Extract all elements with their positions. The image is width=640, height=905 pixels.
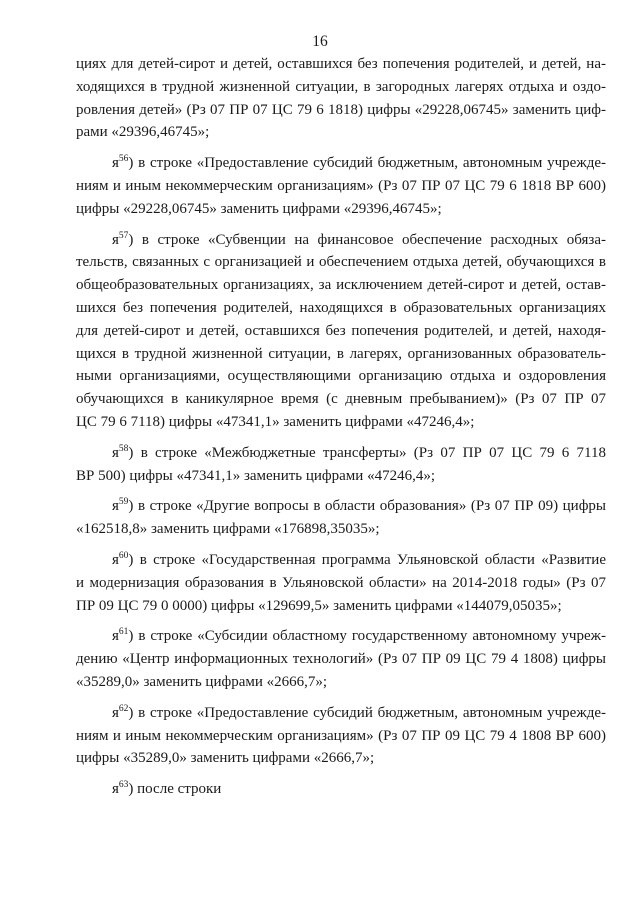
line-text: общеобразовательных организациях, за исключением детей-сирот и детей, остав- bbox=[76, 277, 606, 294]
line-text: «35289,0» заменить цифрами «2666,7»; bbox=[76, 673, 328, 690]
paragraph bbox=[76, 625, 606, 693]
line-text: ) в строке «Другие вопросы в области образования» (Рз 07 ПР 09) цифры bbox=[128, 498, 606, 515]
line-text: ЦС 79 6 7118) цифры «47341,1» заменить цифрами «47246,4»; bbox=[76, 413, 475, 430]
text-line bbox=[76, 152, 606, 175]
line-text: и модернизация образования в Ульяновской области» на 2014-2018 годы» (Рз 07 bbox=[76, 574, 606, 591]
paragraph bbox=[76, 229, 606, 434]
paragraph-gap bbox=[76, 617, 606, 625]
item-superscript: 63 bbox=[118, 780, 129, 791]
text-line bbox=[76, 320, 606, 343]
item-superscript: 57 bbox=[118, 230, 129, 241]
line-text: для детей-сирот и детей, оставшихся без попечения родителей, и детей, находя- bbox=[76, 322, 606, 339]
text-line bbox=[76, 76, 606, 99]
text-line bbox=[76, 747, 606, 770]
line-text: обучающихся в каникулярное время (с дневным пребыванием)» (Рз 07 ПР 07 bbox=[76, 391, 606, 408]
text-line bbox=[76, 572, 606, 595]
paragraph bbox=[76, 778, 606, 801]
line-text: ПР 09 ЦС 79 0 0000) цифры «129699,5» заменить цифрами «144079,05035»; bbox=[76, 597, 562, 614]
item-superscript: 56 bbox=[118, 154, 129, 165]
line-text: ниям и иным некоммерческим организациям» (Рз 07 ПР 07 ЦС 79 6 1818 ВР 600) bbox=[76, 177, 606, 194]
item-superscript: 60 bbox=[118, 550, 129, 561]
line-text: тельств, связанных с организацией и обеспечением отдыха детей, обучающихся в bbox=[76, 254, 606, 271]
line-text: ) в строке «Государственная программа Ульяновской области «Развитие bbox=[128, 551, 606, 568]
item-letter: я bbox=[112, 628, 119, 645]
paragraph bbox=[76, 442, 606, 488]
item-letter: я bbox=[112, 444, 119, 461]
item-letter: я bbox=[112, 551, 119, 568]
text-line bbox=[76, 778, 606, 801]
paragraph-gap bbox=[76, 434, 606, 442]
line-text: шихся без попечения родителей, находящихся в образовательных организациях bbox=[76, 299, 606, 316]
line-text: ) в строке «Предоставление субсидий бюджетным, автономным учрежде- bbox=[128, 704, 606, 721]
paragraph-gap bbox=[76, 541, 606, 549]
paragraph bbox=[76, 549, 606, 617]
line-text: ) в строке «Межбюджетные трансферты» (Рз 07 ПР 07 ЦС 79 6 7118 bbox=[128, 444, 606, 461]
text-line bbox=[76, 702, 606, 725]
text-line bbox=[76, 99, 606, 122]
text-line bbox=[76, 671, 606, 694]
text-line bbox=[76, 388, 606, 411]
text-line bbox=[76, 274, 606, 297]
paragraph bbox=[76, 495, 606, 541]
text-line bbox=[76, 465, 606, 488]
text-line bbox=[76, 229, 606, 252]
item-letter: я bbox=[112, 231, 119, 248]
item-letter: я bbox=[112, 704, 119, 721]
item-letter: я bbox=[112, 781, 119, 798]
text-line bbox=[76, 175, 606, 198]
paragraph-gap bbox=[76, 770, 606, 778]
item-superscript: 58 bbox=[118, 443, 129, 454]
text-line bbox=[76, 343, 606, 366]
text-line bbox=[76, 198, 606, 221]
paragraph bbox=[76, 53, 606, 144]
paragraph bbox=[76, 702, 606, 770]
text-line bbox=[76, 411, 606, 434]
item-letter: я bbox=[112, 498, 119, 515]
line-text: ВР 500) цифры «47341,1» заменить цифрами «47246,4»; bbox=[76, 467, 435, 484]
line-text: цифры «29228,06745» заменить цифрами «29396,46745»; bbox=[76, 200, 442, 217]
line-text: ровления детей» (Рз 07 ПР 07 ЦС 79 6 1818) цифры «29228,06745» заменить циф- bbox=[76, 101, 606, 118]
text-line bbox=[76, 297, 606, 320]
item-superscript: 61 bbox=[118, 627, 129, 638]
text-line bbox=[76, 595, 606, 618]
item-superscript: 62 bbox=[118, 703, 129, 714]
text-line bbox=[76, 625, 606, 648]
text-line bbox=[76, 495, 606, 518]
text-line bbox=[76, 648, 606, 671]
text-line bbox=[76, 518, 606, 541]
line-text: ) в строке «Предоставление субсидий бюджетным, автономным учрежде- bbox=[128, 155, 606, 172]
text-line bbox=[76, 121, 606, 144]
line-text: ными организациями, осуществляющими организацию отдыха и оздоровления bbox=[76, 368, 606, 385]
page-number: 16 bbox=[312, 33, 328, 50]
line-text: рами «29396,46745»; bbox=[76, 124, 210, 141]
item-superscript: 59 bbox=[118, 497, 129, 508]
line-text: ходящихся в трудной жизненной ситуации, в загородных лагерях отдыха и оздо- bbox=[76, 78, 606, 95]
line-text: циях для детей-сирот и детей, оставшихся без попечения родителей, и детей, на- bbox=[76, 56, 606, 72]
line-text: ) после строки bbox=[128, 781, 222, 798]
text-line bbox=[76, 725, 606, 748]
document-body bbox=[76, 53, 606, 801]
text-line bbox=[76, 53, 606, 76]
line-text: «162518,8» заменить цифрами «176898,35035»; bbox=[76, 521, 380, 538]
paragraph-gap bbox=[76, 487, 606, 495]
paragraph-gap bbox=[76, 221, 606, 229]
line-text: цифры «35289,0» заменить цифрами «2666,7»; bbox=[76, 750, 375, 767]
line-text: дению «Центр информационных технологий» (Рз 07 ПР 09 ЦС 79 4 1808) цифры bbox=[76, 651, 606, 668]
paragraph bbox=[76, 152, 606, 220]
item-letter: я bbox=[112, 155, 119, 172]
text-line bbox=[76, 549, 606, 572]
line-text: ниям и иным некоммерческим организациям» (Рз 07 ПР 09 ЦС 79 4 1808 ВР 600) bbox=[76, 727, 606, 744]
line-text: щихся в трудной жизненной ситуации, в лагерях, организованных образователь- bbox=[76, 345, 606, 362]
text-line bbox=[76, 365, 606, 388]
line-text: ) в строке «Субсидии областному государственному автономному учреж- bbox=[128, 628, 606, 645]
text-line bbox=[76, 251, 606, 274]
text-line bbox=[76, 442, 606, 465]
line-text: ) в строке «Субвенции на финансовое обеспечение расходных обяза- bbox=[128, 231, 606, 248]
paragraph-gap bbox=[76, 694, 606, 702]
paragraph-gap bbox=[76, 144, 606, 152]
